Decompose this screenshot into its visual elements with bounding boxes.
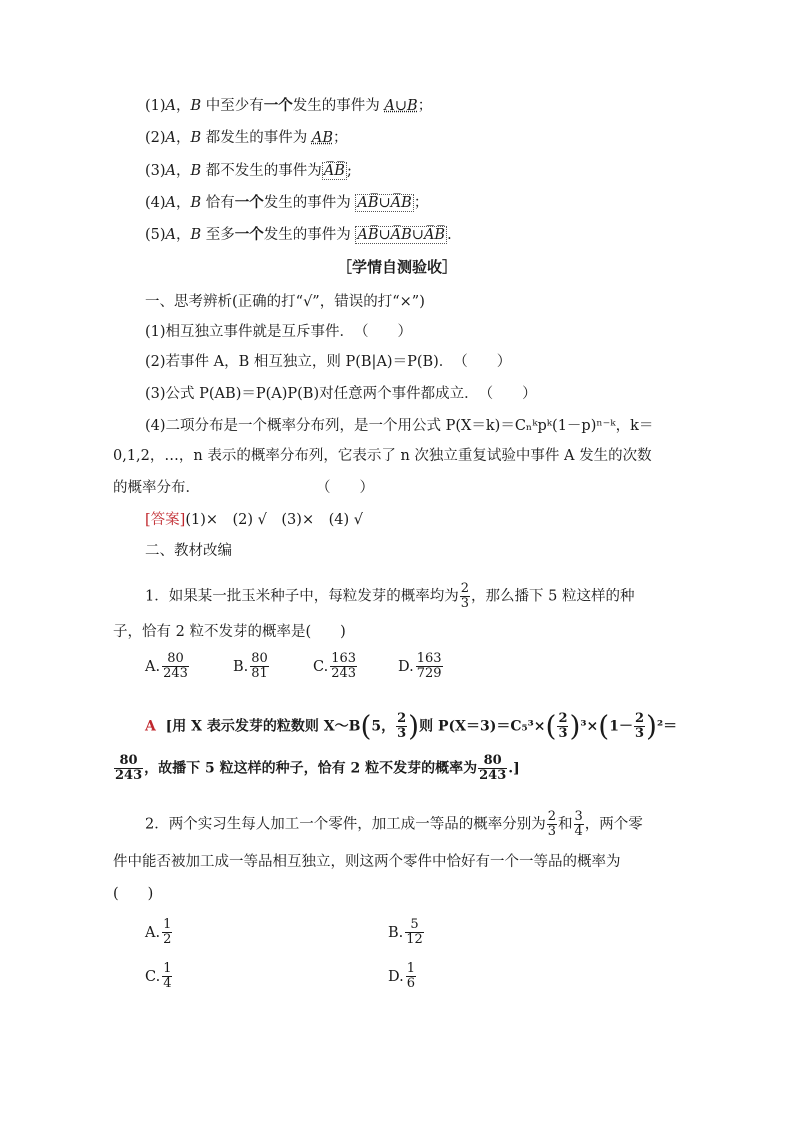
denominator: 3 <box>547 824 557 839</box>
solution-text: 5， <box>371 718 396 735</box>
event-text: 恰有 <box>201 195 235 211</box>
solution-text: 则 P(X＝3)＝C₅³× <box>419 718 546 735</box>
answer-line <box>145 510 363 530</box>
option-label: B. <box>233 658 249 675</box>
solution-text: ³× <box>580 718 599 735</box>
option-label: A. <box>145 924 161 941</box>
denominator: 3 <box>397 726 407 741</box>
problem-text: ，那么播下 5 粒这样的种 <box>471 588 635 605</box>
option-d[interactable] <box>388 962 417 991</box>
paren-open: ( <box>360 709 372 743</box>
paren-open: ( <box>545 709 557 743</box>
fraction <box>162 918 172 947</box>
fraction <box>478 754 507 783</box>
numerator: 80 <box>114 754 143 769</box>
fraction <box>460 582 470 611</box>
punct: ； <box>413 195 429 211</box>
var-b: B <box>190 98 202 114</box>
solution-text: .] <box>508 760 520 777</box>
punct: ； <box>333 130 348 146</box>
option-a[interactable] <box>145 652 190 681</box>
fraction <box>547 810 557 839</box>
denominator: 729 <box>416 666 442 681</box>
var-a: A <box>165 130 177 146</box>
denominator: 4 <box>574 824 583 839</box>
bracket-left: ［ <box>336 258 352 276</box>
question-4-line-3: 的概率分布． （ ） <box>113 480 374 496</box>
event-expression: AB̅∪A̅B <box>357 195 412 211</box>
numerator: 80 <box>251 651 268 666</box>
numerator: 80 <box>478 754 507 769</box>
event-number: (2) <box>145 130 166 146</box>
option-c[interactable] <box>313 652 358 681</box>
event-text: 发生的事件为 <box>263 227 356 243</box>
fraction <box>162 962 172 991</box>
solution-answer-tag: A <box>145 718 156 735</box>
solution-1-line-1 <box>145 709 678 743</box>
fraction <box>557 712 568 741</box>
solution-text: [用 X 表示发芽的粒数则 X～B <box>165 718 361 735</box>
event-expression: AB <box>311 130 334 146</box>
separator: ， <box>176 98 191 114</box>
denominator: 12 <box>406 932 423 947</box>
event-expression: AB̅∪A̅B∪A̅B̅ <box>357 227 446 243</box>
separator: ， <box>176 227 191 243</box>
question-2: (2)若事件 A，B 相互独立，则 P(B|A)＝P(B)． （ ） <box>145 354 512 370</box>
event-number: (4) <box>145 195 166 211</box>
question-4-line-1: (4)二项分布是一个概率分布列，是一个用公式 P(X＝k)＝Cₙᵏpᵏ(1－p)ⁿ⁻ᵏ，k＝ <box>145 418 654 434</box>
question-3: (3)公式 P(AB)＝P(A)P(B)对任意两个事件都成立． （ ） <box>145 386 537 402</box>
event-item-4 <box>145 193 428 213</box>
denominator: 6 <box>406 976 415 991</box>
event-item-5 <box>145 225 452 245</box>
separator: ， <box>176 163 191 179</box>
punct: ; <box>346 163 352 179</box>
paren-close: ) <box>408 709 420 743</box>
bold-text: 一个 <box>234 226 264 243</box>
answer-text: (1)× (2) √ (3)× (4) √ <box>185 512 363 528</box>
event-expression: A̅B̅ <box>323 163 345 179</box>
numerator: 80 <box>162 652 189 667</box>
solution-text: 1－ <box>609 718 633 735</box>
denominator: 2 <box>163 932 172 947</box>
fraction <box>406 962 416 991</box>
section-title-text: 学情自测验收 <box>351 258 442 276</box>
problem-2-line-2: 件中能否被加工成一等品相互独立，则这两个零件中恰好有一个一等品的概率为 <box>113 854 621 870</box>
bracket-right: ］ <box>442 258 458 276</box>
numerator: 163 <box>331 651 357 666</box>
paren-close: ) <box>569 709 581 743</box>
option-a[interactable] <box>145 918 173 947</box>
denominator: 243 <box>331 666 357 681</box>
question-1: (1)相互独立事件就是互斥事件． （ ） <box>145 324 413 340</box>
fraction <box>405 918 424 947</box>
option-d[interactable] <box>398 652 444 681</box>
event-number: (5) <box>145 227 166 243</box>
denominator: 81 <box>251 666 268 681</box>
numerator: 163 <box>416 651 442 666</box>
var-a: A <box>165 98 177 114</box>
part1-heading: 一、思考辨析(正确的打“√”，错误的打“×”) <box>145 294 425 310</box>
event-text: 发生的事件为 <box>292 98 385 114</box>
denominator: 3 <box>558 726 568 741</box>
var-b: B <box>190 130 202 146</box>
numerator: 2 <box>547 809 557 824</box>
fraction <box>396 712 407 741</box>
event-expression: A∪B <box>384 98 418 114</box>
fraction <box>162 652 189 681</box>
punct: ； <box>417 98 433 114</box>
event-text: 都发生的事件为 <box>201 130 312 146</box>
option-c[interactable] <box>145 962 173 991</box>
fraction <box>114 754 143 783</box>
option-label: A. <box>145 658 161 675</box>
paren-close: ) <box>646 709 657 743</box>
problem-1-line-2: 子，恰有 2 粒不发芽的概率是( ) <box>113 624 346 640</box>
var-a: A <box>165 163 177 179</box>
numerator: 5 <box>405 918 424 933</box>
denominator: 243 <box>115 768 143 783</box>
solution-1-line-2 <box>113 754 520 783</box>
bold-text: 一个 <box>234 194 264 211</box>
option-b[interactable] <box>388 918 425 947</box>
denominator: 243 <box>479 768 507 783</box>
var-a: A <box>165 195 177 211</box>
denominator: 3 <box>460 596 470 611</box>
problem-text: 和 <box>558 816 573 833</box>
separator: ， <box>176 130 191 146</box>
problem-1-line-1 <box>145 582 634 611</box>
numerator: 2 <box>460 581 470 596</box>
separator: ， <box>176 195 191 211</box>
event-text: 中至少有 <box>201 98 264 114</box>
question-4-line-2: 0,1,2，…，n 表示的概率分布列，它表示了 n 次独立重复试验中事件 A 发生的次数 <box>113 448 652 464</box>
numerator: 2 <box>558 711 568 726</box>
event-text: 都不发生的事件为 <box>201 163 322 179</box>
event-item-1 <box>145 96 432 116</box>
fraction <box>574 810 584 839</box>
option-label: C. <box>313 658 329 675</box>
denominator: 3 <box>634 726 645 741</box>
numerator: 3 <box>574 809 583 824</box>
event-text: 发生的事件为 <box>263 195 356 211</box>
var-a: A <box>165 227 177 243</box>
option-b[interactable] <box>233 652 270 681</box>
option-label: D. <box>398 658 414 675</box>
part2-heading: 二、教材改编 <box>145 543 232 559</box>
problem-text: ，两个零 <box>584 816 643 833</box>
numerator: 2 <box>634 711 645 726</box>
fraction <box>416 652 443 681</box>
numerator: 1 <box>406 961 415 976</box>
event-item-2 <box>145 128 348 148</box>
event-text: 至多 <box>201 227 235 243</box>
solution-text: ，故播下 5 粒这样的种子，恰有 2 粒不发芽的概率为 <box>144 760 478 777</box>
problem-2-line-1 <box>145 810 643 839</box>
numerator: 2 <box>397 711 407 726</box>
fraction <box>250 652 269 681</box>
problem-text: 1．如果某一批玉米种子中，每粒发芽的概率均为 <box>145 588 459 605</box>
punct: . <box>447 227 452 243</box>
denominator: 243 <box>163 666 188 681</box>
var-b: B <box>190 163 202 179</box>
event-number: (1) <box>145 98 166 114</box>
problem-text: 2．两个实习生每人加工一个零件，加工成一等品的概率分别为 <box>145 816 546 833</box>
numerator: 1 <box>163 917 172 932</box>
event-item-3 <box>145 161 352 181</box>
section-title <box>0 256 794 277</box>
fraction <box>634 712 645 741</box>
answer-tag: [答案] <box>145 512 186 528</box>
denominator: 4 <box>163 976 172 991</box>
solution-text: ²＝ <box>656 718 678 735</box>
event-number: (3) <box>145 163 166 179</box>
option-label: C. <box>145 968 161 985</box>
numerator: 1 <box>163 961 172 976</box>
option-label: D. <box>388 968 404 985</box>
var-b: B <box>190 227 202 243</box>
paren-open: ( <box>598 709 610 743</box>
bold-text: 一个 <box>263 97 293 114</box>
option-label: B. <box>388 924 404 941</box>
fraction <box>330 652 357 681</box>
problem-2-line-3: ( ) <box>113 886 154 902</box>
var-b: B <box>190 195 202 211</box>
